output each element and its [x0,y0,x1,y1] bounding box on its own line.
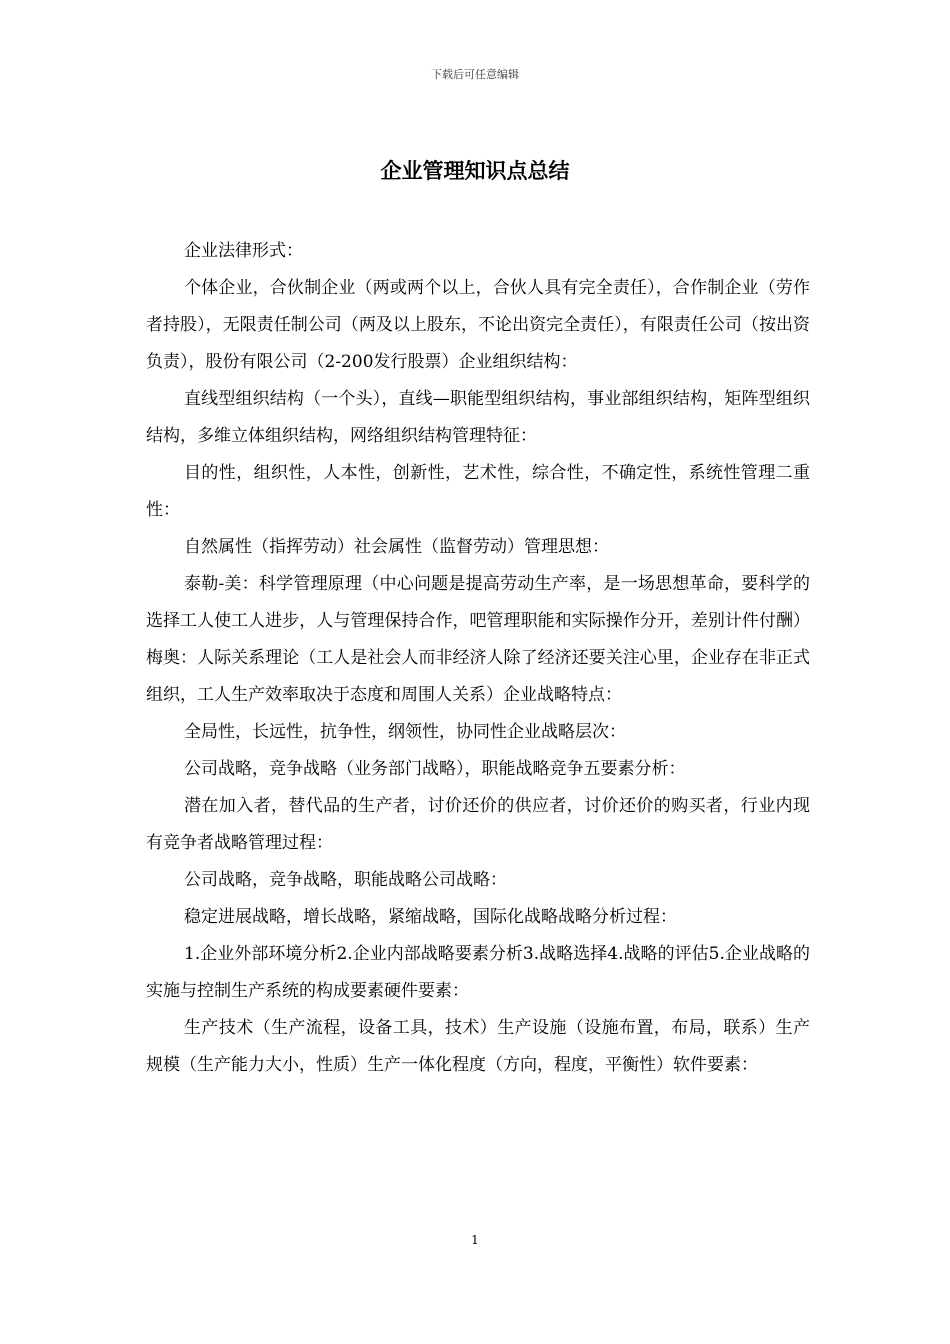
body-paragraph: 稳定进展战略，增长战略，紧缩战略，国际化战略战略分析过程： [184,907,677,927]
body-paragraph: 全局性，长远性，抗争性，纲领性，协同性企业战略层次： [184,722,626,742]
body-paragraph: 1.企业外部环境分析2.企业内部战略要素分析3.战略选择4.战略的评估5.企业战略的实施与控制生产系统的构成要素硬件要素： [146,944,810,1001]
body-paragraph: 企业法律形式： [184,241,303,261]
body-paragraph: 生产技术（生产流程，设备工具，技术）生产设施（设施布置，布局，联系）生产规模（生产能力大小，性质）生产一体化程度（方向，程度，平衡性）软件要素： [146,1018,810,1075]
body-paragraph: 个体企业，合伙制企业（两或两个以上，合伙人具有完全责任），合作制企业（劳作者持股），无限责任制公司（两及以上股东，不论出资完全责任），有限责任公司（按出资负责），股份有限公司（2-200发行股票）企业组织结构： [146,278,810,372]
body-paragraph: 公司战略，竞争战略（业务部门战略），职能战略竞争五要素分析： [184,759,686,779]
body-paragraph: 直线型组织结构（一个头），直线—职能型组织结构，事业部组织结构，矩阵型组织结构，多维立体组织结构，网络组织结构管理特征： [146,389,810,446]
body-paragraph: 自然属性（指挥劳动）社会属性（监督劳动）管理思想： [184,537,609,557]
document-title: 企业管理知识点总结 [380,158,570,183]
body-paragraph: 公司战略，竞争战略，职能战略公司战略： [184,870,507,890]
page-number: 1 [471,1233,479,1247]
body-paragraph: 目的性，组织性，人本性，创新性，艺术性，综合性，不确定性，系统性管理二重性： [146,463,810,520]
document-body [146,233,810,1084]
body-paragraph: 潜在加入者，替代品的生产者，讨价还价的供应者，讨价还价的购买者，行业内现有竞争者战略管理过程： [146,796,810,853]
body-paragraph: 泰勒-美：科学管理原理（中心问题是提高劳动生产率，是一场思想革命，要科学的选择工人使工人进步，人与管理保持合作，吧管理职能和实际操作分开，差别计件付酬）梅奥：人际关系理论（工人是社会人而非经济人除了经济还要关注心里，企业存在非正式组织，工人生产效率取决于态度和周围人关系）企业战略特点： [146,574,810,705]
page-header-note: 下载后可任意编辑 [431,68,519,81]
